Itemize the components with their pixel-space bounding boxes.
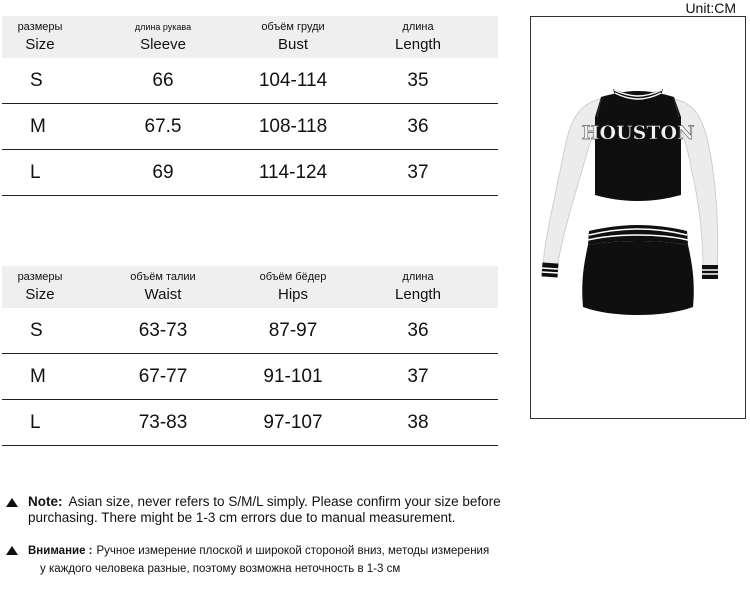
note-russian-text	[28, 542, 489, 578]
product-photo	[530, 16, 746, 419]
header-ru-label: объём груди	[261, 20, 325, 33]
header-waist	[78, 266, 248, 308]
bust-cell: 108-118	[258, 115, 328, 137]
header-en-label: Length	[395, 35, 441, 53]
header-en-label: Bust	[277, 35, 308, 53]
header-en-label: Size	[25, 285, 55, 303]
length-cell: 37	[407, 365, 429, 387]
note-label: Внимание :	[28, 545, 93, 557]
bottom-size-table	[2, 266, 498, 446]
header-ru-label: длина	[402, 270, 434, 283]
sleeve-cell: 67.5	[144, 115, 182, 137]
table-row	[2, 354, 498, 400]
header-en-label: Hips	[277, 285, 308, 303]
size-cell: L	[30, 411, 41, 433]
header-en-label: Sleeve	[140, 35, 186, 53]
length-cell: 36	[407, 115, 429, 137]
note-line: у каждого человека разные, поэтому возможна неточность в 1-3 см	[40, 563, 401, 575]
header-sleeve	[78, 16, 248, 58]
header-ru-label: размеры	[17, 270, 63, 283]
note-line: Ручное измерение плоской и широкой стороной вниз, методы измерения	[96, 545, 490, 557]
size-cell: M	[30, 115, 46, 137]
header-en-label: Length	[395, 285, 441, 303]
note-english	[6, 494, 516, 526]
table-row	[2, 400, 498, 446]
length-cell: 35	[407, 69, 429, 91]
waist-cell: 67-77	[138, 365, 188, 387]
size-cell: S	[30, 319, 43, 341]
waist-cell: 63-73	[138, 319, 188, 341]
header-size	[2, 16, 78, 58]
length-cell: 36	[407, 319, 429, 341]
note-russian	[6, 542, 516, 578]
length-cell: 37	[407, 161, 429, 183]
size-cell: S	[30, 69, 43, 91]
note-body: Asian size, never refers to S/M/L simply. Please confirm your size before purchasing. There might be 1-3 cm errors due to manual measurement.	[28, 494, 501, 525]
header-ru-label: размеры	[17, 20, 63, 33]
print-text: HOUSTON	[581, 122, 695, 144]
hips-cell: 97-107	[263, 411, 323, 433]
left-cuff	[542, 262, 559, 277]
header-length	[338, 16, 498, 58]
note-english-text	[28, 494, 516, 526]
note-label: Note:	[28, 494, 63, 509]
warning-triangle-icon	[6, 546, 18, 555]
header-ru-label: длина	[402, 20, 434, 33]
unit-label: Unit:CM	[685, 0, 736, 16]
header-length	[338, 266, 498, 308]
crop-top-body	[595, 91, 681, 201]
warning-triangle-icon	[6, 498, 18, 507]
table-header	[2, 16, 498, 58]
top-size-table	[2, 16, 498, 196]
header-ru-label: объём бёдер	[259, 270, 327, 283]
waist-cell: 73-83	[138, 411, 188, 433]
size-cell: L	[30, 161, 41, 183]
header-bust	[248, 16, 338, 58]
hips-cell: 87-97	[268, 319, 318, 341]
size-cell: M	[30, 365, 46, 387]
sleeve-cell: 69	[152, 161, 174, 183]
table-row	[2, 308, 498, 354]
header-ru-label: длина рукава	[134, 21, 192, 32]
table-row	[2, 58, 498, 104]
table-header	[2, 266, 498, 308]
header-ru-label: объём талии	[130, 270, 196, 283]
right-cuff	[702, 265, 718, 279]
header-hips	[248, 266, 338, 308]
bust-cell: 114-124	[258, 161, 328, 183]
hips-cell: 91-101	[263, 365, 323, 387]
skirt-body	[582, 241, 694, 315]
header-en-label: Waist	[144, 285, 182, 303]
length-cell: 38	[407, 411, 429, 433]
table-row	[2, 104, 498, 150]
table-row	[2, 150, 498, 196]
header-size	[2, 266, 78, 308]
product-illustration	[531, 17, 744, 417]
bust-cell: 104-114	[258, 69, 328, 91]
sleeve-cell: 66	[152, 69, 174, 91]
header-en-label: Size	[25, 35, 55, 53]
